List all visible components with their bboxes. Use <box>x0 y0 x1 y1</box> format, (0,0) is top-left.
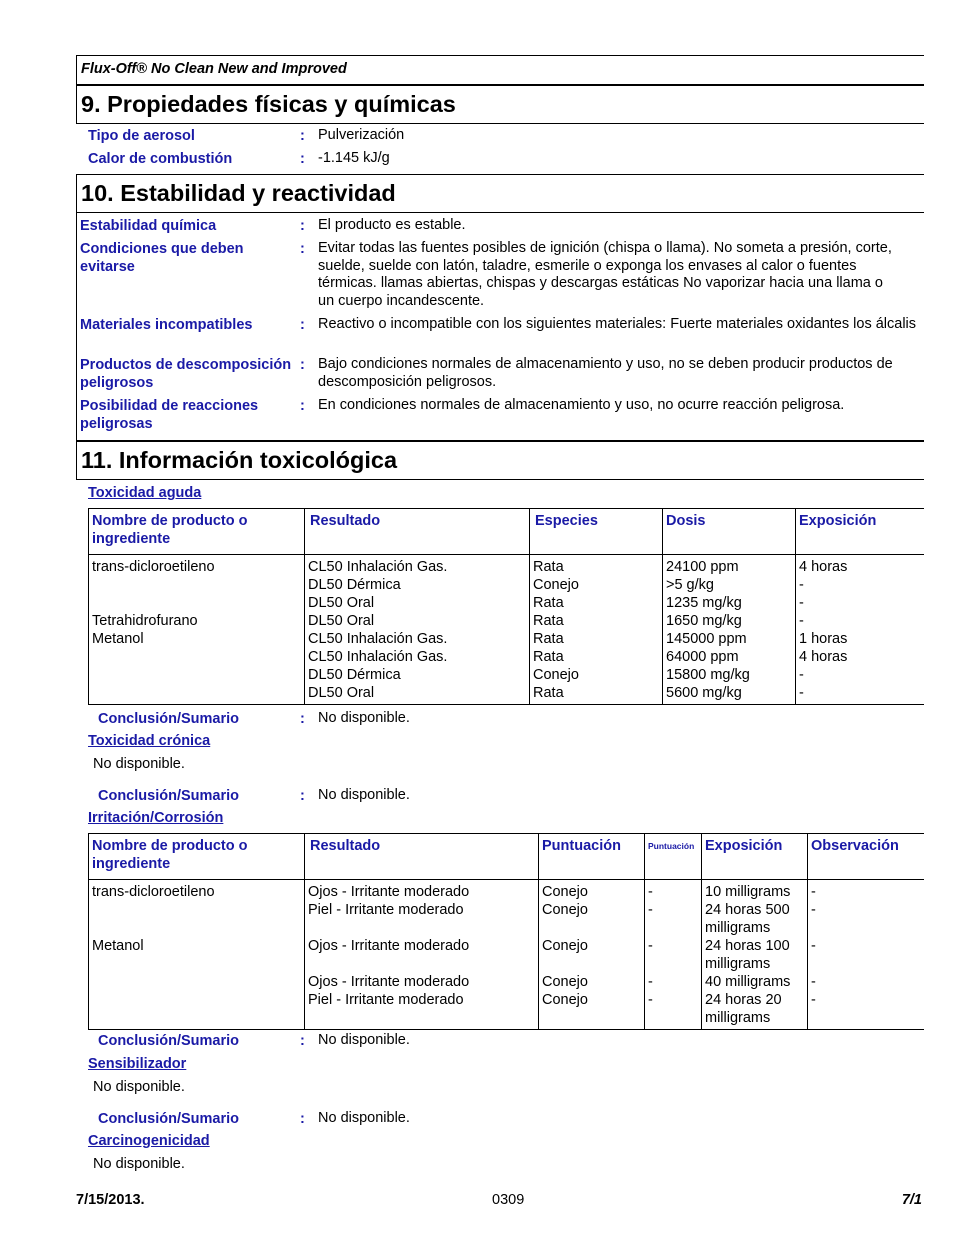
cell-line: Rata <box>533 595 564 611</box>
conditions-to-avoid-value: Evitar todas las fuentes posibles de ignición (chispa o llama). No someta a presión, corte, suelde, suelde con latón, taladre, esmerile o exponga los envases al calor o fuentes térmicas. llamas abiertas, chispas y descargas estáticas No vaporizar hacia una llama o un cuerpo incandescente. <box>318 240 892 309</box>
chemical-stability-value: El producto es estable. <box>318 217 466 233</box>
cell-line: 1235 mg/kg <box>666 595 742 611</box>
cell-line: Conejo <box>542 884 588 900</box>
observations-cell <box>808 880 925 1030</box>
combustion-heat-value: -1.145 kJ/g <box>318 150 390 166</box>
col-header-species: Especies <box>530 509 663 555</box>
colon: : <box>300 1111 305 1127</box>
exposures-cell <box>702 880 808 1030</box>
col-header-observation: Observación <box>808 834 925 880</box>
col-header-exposure: Exposición <box>702 834 808 880</box>
cell-line: - <box>648 938 653 954</box>
results-cell <box>305 880 539 1030</box>
not-available-text: No disponible. <box>93 1156 185 1172</box>
sensitizer-heading[interactable]: Sensibilizador <box>88 1056 187 1072</box>
colon: : <box>300 317 305 333</box>
cell-line: 24100 ppm <box>666 559 739 575</box>
conditions-to-avoid-label: Condiciones que deben evitarse <box>80 241 244 275</box>
cell-line <box>92 901 301 919</box>
conclusion-value: No disponible. <box>318 710 410 726</box>
section-11-header <box>76 441 924 480</box>
product-name: Flux-Off® No Clean New and Improved <box>81 61 347 77</box>
cell-line: 10 milligrams <box>705 884 791 900</box>
cell-line: DL50 Oral <box>308 613 375 629</box>
cell-line <box>92 648 301 666</box>
cell-line: - <box>799 577 804 593</box>
cell-line <box>92 991 301 1009</box>
cell-line: 4 horas <box>799 649 848 665</box>
hazardous-reactions-label: Posibilidad de reacciones peligrosas <box>80 398 259 432</box>
cell-line <box>92 666 301 684</box>
cell-line: - <box>648 902 653 918</box>
cell-line: 64000 ppm <box>666 649 739 665</box>
scores-cell <box>645 880 702 1030</box>
not-available-text: No disponible. <box>93 756 185 772</box>
cell-line: 24 horas 500 <box>705 902 790 918</box>
cell-line <box>648 1009 698 1027</box>
cell-line: Ojos - Irritante moderado <box>308 938 470 954</box>
irritation-heading[interactable]: Irritación/Corrosión <box>88 810 224 826</box>
table-header-row <box>89 509 925 555</box>
cell-line: milligrams <box>705 956 771 972</box>
cell-line <box>308 1009 535 1027</box>
cell-line: Conejo <box>533 667 579 683</box>
cell-line: Piel - Irritante moderado <box>308 902 464 918</box>
col-header-result: Resultado <box>305 509 530 555</box>
cell-line: - <box>799 613 804 629</box>
conclusion-value: No disponible. <box>318 787 410 803</box>
cell-line: 24 horas 20 <box>705 992 782 1008</box>
cell-line: 24 horas 100 <box>705 938 790 954</box>
colon: : <box>300 218 305 234</box>
conclusion-label: Conclusión/Sumario <box>98 1111 239 1127</box>
col-header-score: Puntuación <box>539 834 645 880</box>
cell-line: Conejo <box>542 992 588 1008</box>
cell-line: - <box>811 902 816 918</box>
cell-line: Ojos - Irritante moderado <box>308 974 470 990</box>
cell-line: - <box>811 974 816 990</box>
table-row <box>89 880 925 1030</box>
cell-line: - <box>648 992 653 1008</box>
col-header-name: Nombre de producto o ingrediente <box>89 509 305 555</box>
names-cell <box>89 880 305 1030</box>
section-10-header <box>76 174 924 213</box>
cell-line <box>308 919 535 937</box>
colon: : <box>300 357 305 373</box>
cell-line: milligrams <box>705 920 771 936</box>
species-cell <box>539 880 645 1030</box>
cell-line <box>92 684 301 702</box>
cell-line: Conejo <box>533 577 579 593</box>
not-available-text: No disponible. <box>93 1079 185 1095</box>
cell-line <box>308 955 535 973</box>
colon: : <box>300 241 305 257</box>
cell-line: DL50 Dérmica <box>308 667 401 683</box>
colon: : <box>300 128 305 144</box>
cell-line: - <box>811 884 816 900</box>
cell-line: - <box>799 595 804 611</box>
cell-line: - <box>799 667 804 683</box>
colon: : <box>300 788 305 804</box>
footer-page: 7/1 <box>901 1192 922 1208</box>
cell-line: 145000 ppm <box>666 631 747 647</box>
chronic-toxicity-heading[interactable]: Toxicidad crónica <box>88 733 211 749</box>
cell-line: 15800 mg/kg <box>666 667 750 683</box>
cell-line <box>648 955 698 973</box>
cell-line <box>92 594 301 612</box>
combustion-heat-label: Calor de combustión <box>88 151 233 167</box>
col-header-dose: Dosis <box>663 509 796 555</box>
col-header-result: Resultado <box>305 834 539 880</box>
doses-cell <box>663 555 796 705</box>
section-9-title: 9. Propiedades físicas y químicas <box>81 91 456 117</box>
cell-line: 40 milligrams <box>705 974 791 990</box>
exposures-cell <box>796 555 925 705</box>
acute-toxicity-heading[interactable]: Toxicidad aguda <box>88 485 202 501</box>
cell-line <box>811 1009 921 1027</box>
cell-line: 5600 mg/kg <box>666 685 742 701</box>
section-11-title: 11. Información toxicológica <box>81 447 398 473</box>
cell-line <box>542 1009 641 1027</box>
conclusion-label: Conclusión/Sumario <box>98 711 239 727</box>
cell-line: - <box>811 992 816 1008</box>
table-header-row <box>89 834 925 880</box>
cell-line <box>542 919 641 937</box>
aerosol-type-label: Tipo de aerosol <box>88 128 195 144</box>
colon: : <box>300 1033 305 1049</box>
section-10-title: 10. Estabilidad y reactividad <box>81 180 396 206</box>
chemical-stability-label: Estabilidad química <box>80 218 217 234</box>
hazardous-reactions-value: En condiciones normales de almacenamiento y uso, no ocurre reacción peligrosa. <box>318 397 845 413</box>
species-cell <box>530 555 663 705</box>
cell-line: Conejo <box>542 902 588 918</box>
cell-line: Metanol <box>92 631 144 647</box>
incompatible-materials-label: Materiales incompatibles <box>80 317 253 333</box>
cell-line: CL50 Inhalación Gas. <box>308 559 448 575</box>
cell-line: Conejo <box>542 974 588 990</box>
cell-line: CL50 Inhalación Gas. <box>308 631 448 647</box>
cell-line <box>92 973 301 991</box>
cell-line: - <box>648 884 653 900</box>
cell-line: Piel - Irritante moderado <box>308 992 464 1008</box>
cell-line: DL50 Oral <box>308 595 375 611</box>
cell-line <box>92 1009 301 1027</box>
col-header-exposure: Exposición <box>796 509 925 555</box>
cell-line: Tetrahidrofurano <box>92 613 198 629</box>
cell-line: 1650 mg/kg <box>666 613 742 629</box>
cell-line <box>92 576 301 594</box>
cell-line: trans-dicloroetileno <box>92 884 215 900</box>
cell-line: - <box>799 685 804 701</box>
cell-line <box>542 955 641 973</box>
decomposition-products-value: Bajo condiciones normales de almacenamiento y uso, no se deben producir productos de descomposición peligrosos. <box>318 356 893 390</box>
cell-line: CL50 Inhalación Gas. <box>308 649 448 665</box>
cell-line: Rata <box>533 649 564 665</box>
cell-line <box>92 919 301 937</box>
aerosol-type-value: Pulverización <box>318 127 405 143</box>
names-cell <box>89 555 305 705</box>
incompatible-materials-value: Reactivo o incompatible con los siguientes materiales: Fuerte materiales oxidantes los álcalis <box>318 316 917 332</box>
cell-line: Rata <box>533 631 564 647</box>
cell-line: Metanol <box>92 938 144 954</box>
conclusion-value: No disponible. <box>318 1110 410 1126</box>
footer-code: 0309 <box>492 1192 525 1208</box>
cell-line: milligrams <box>705 1010 771 1026</box>
header-bar <box>76 55 924 85</box>
cell-line: Rata <box>533 685 564 701</box>
cell-line: - <box>811 938 816 954</box>
irritation-table <box>88 833 924 1030</box>
cell-line <box>811 919 921 937</box>
colon: : <box>300 398 305 414</box>
colon: : <box>300 711 305 727</box>
acute-toxicity-table <box>88 508 924 705</box>
conclusion-label: Conclusión/Sumario <box>98 1033 239 1049</box>
col-header-score-small: Puntuación <box>645 834 702 880</box>
cell-line: Ojos - Irritante moderado <box>308 884 470 900</box>
cell-line: >5 g/kg <box>666 577 714 593</box>
cell-line <box>92 955 301 973</box>
cell-line: DL50 Dérmica <box>308 577 401 593</box>
footer-date: 7/15/2013. <box>76 1192 145 1208</box>
conclusion-label: Conclusión/Sumario <box>98 788 239 804</box>
cell-line: 1 horas <box>799 631 848 647</box>
table-row <box>89 555 925 705</box>
decomposition-products-label: Productos de descomposición peligrosos <box>80 357 292 391</box>
cell-line: - <box>648 974 653 990</box>
cell-line: Conejo <box>542 938 588 954</box>
cell-line: DL50 Oral <box>308 685 375 701</box>
conclusion-value: No disponible. <box>318 1032 410 1048</box>
colon: : <box>300 151 305 167</box>
cell-line: Rata <box>533 613 564 629</box>
cell-line <box>811 955 921 973</box>
cell-line <box>648 919 698 937</box>
cell-line: Rata <box>533 559 564 575</box>
cell-line: trans-dicloroetileno <box>92 559 215 575</box>
section-9-header <box>76 85 924 124</box>
col-header-name: Nombre de producto o ingrediente <box>89 834 305 880</box>
cell-line: 4 horas <box>799 559 848 575</box>
carcinogenicity-heading[interactable]: Carcinogenicidad <box>88 1133 210 1149</box>
results-cell <box>305 555 530 705</box>
